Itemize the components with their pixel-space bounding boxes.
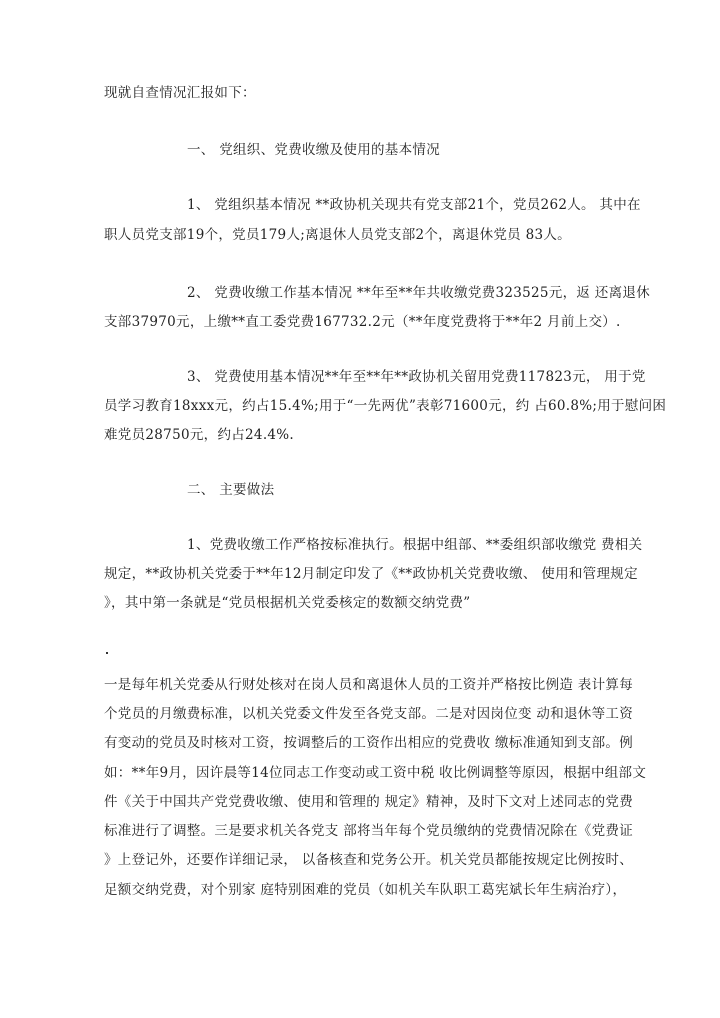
section-2-heading: 二、 主要做法: [187, 482, 275, 498]
paragraph-line: 支部37970元，上缴**直工委党费167732.2元（**年度党费将于**年2 月前上交）.: [104, 314, 621, 330]
paragraph-line: 1、党费收缴工作严格按标准执行。根据中组部、**委组织部收缴党 费相关: [187, 537, 643, 553]
paragraph-line: 个党员的月缴费标准，以机关党委文件发至各党支部。二是对因岗位变 动和退休等工资: [104, 706, 633, 722]
paragraph-line: 如：**年9月，因许晨等14位同志工作变动或工资中税 收比例调整等原因，根据中组部文: [104, 765, 647, 781]
paragraph-line: 》上登记外，还要作详细记录， 以备核查和党务公开。机关党员都能按规定比例按时、: [104, 852, 633, 868]
paragraph-line: 足额交纳党费，对个别家 庭特别困难的党员（如机关车队职工葛宪斌长年生病治疗），: [104, 882, 627, 898]
section-1-heading: 一、 党组织、党费收缴及使用的基本情况: [187, 142, 440, 158]
paragraph-line: 员学习教育18xxx元，约占15.4%;用于“一先两优”表彰71600元，约 占60.8%;用于慰问困: [104, 398, 667, 414]
stray-dot: [106, 652, 108, 654]
paragraph-line: 难党员28750元，约占24.4%.: [104, 427, 295, 443]
paragraph-line: 有变动的党员及时核对工资，按调整后的工资作出相应的党费收 缴标准通知到支部。例: [104, 735, 633, 751]
paragraph-line: 规定，**政协机关党委于**年12月制定印发了《**政协机关党费收缴、 使用和管理规定: [104, 566, 638, 582]
paragraph-line: 1、 党组织基本情况 **政协机关现共有党支部21个，党员262人。 其中在: [187, 197, 641, 213]
intro-text: 现就自查情况汇报如下：: [104, 85, 256, 101]
paragraph-line: 职人员党支部19个，党员179人;离退休人员党支部2个，离退休党员 83人。: [104, 227, 571, 243]
paragraph-line: 2、 党费收缴工作基本情况 **年至**年共收缴党费323525元，返 还离退休: [187, 285, 650, 301]
paragraph-line: 一是每年机关党委从行财处核对在岗人员和离退休人员的工资并严格按比例造 表计算每: [104, 677, 633, 693]
paragraph-line: 件《关于中国共产党党费收缴、使用和管理的 规定》精神，及时下文对上述同志的党费: [104, 794, 633, 810]
paragraph-line: 标准进行了调整。三是要求机关各党支 部将当年每个党员缴纳的党费情况除在《党费证: [104, 823, 633, 839]
paragraph-line: 3、 党费使用基本情况**年至**年**政协机关留用党费117823元， 用于党: [187, 369, 646, 385]
paragraph-line: 》，其中第一条就是“党员根据机关党委核定的数额交纳党费”: [104, 595, 471, 611]
